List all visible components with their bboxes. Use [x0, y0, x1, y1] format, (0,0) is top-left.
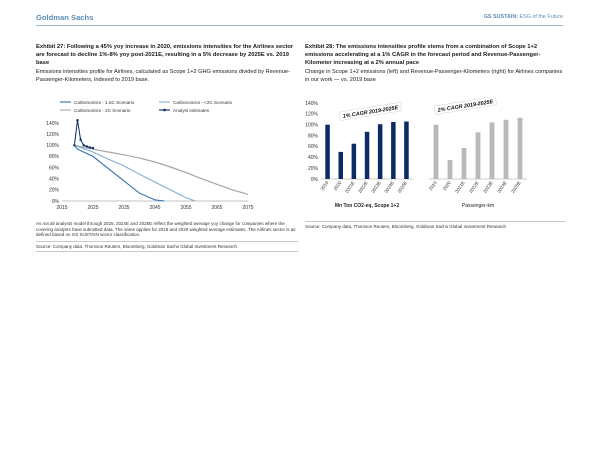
- exhibit-27: [36, 43, 296, 84]
- x-tick-2035: 2035: [118, 205, 130, 211]
- bar-y-tick-0: 0%: [310, 176, 318, 183]
- bar-mn-ton-co2-eq-scope-1-2-2022e: [365, 132, 370, 179]
- report-header: [484, 14, 563, 20]
- series-point-analyst-estimates-2020: [76, 119, 78, 121]
- bar-x-tick-mn-ton-co2-eq-scope-1-2-2022e: 2022E: [357, 180, 369, 194]
- legend-label-analyst-estimates: Analyst estimates: [173, 108, 209, 113]
- exhibit-27-subtitle: Emissions intensities profile for Airlines, calculated as Scope 1+2 GHG emissions divided by Revenue-Passenger-Kilometers, indexed to 2019 base.: [36, 69, 290, 84]
- bar-y-tick-40: 40%: [307, 155, 318, 162]
- bar-x-tick-mn-ton-co2-eq-scope-1-2-2021e: 2021E: [343, 180, 356, 195]
- bar-y-tick-80: 80%: [307, 133, 318, 140]
- bar-mn-ton-co2-eq-scope-1-2-2020: [339, 152, 344, 179]
- x-tick-2065: 2065: [211, 205, 223, 211]
- series-point-analyst-estimates-2022: [83, 144, 85, 146]
- bar-passenger-km-2019: [434, 125, 439, 179]
- x-tick-2045: 2045: [149, 205, 161, 211]
- exhibit-28-subtitle: Change in Scope 1+2 emissions (left) and Revenue-Passenger-Kilometers (right) for Airlines companies in our work — vs. 2019 base: [305, 69, 563, 84]
- series-point-analyst-estimates-2024: [89, 146, 91, 148]
- bar-y-tick-120: 120%: [305, 111, 318, 118]
- series-line-analyst-estimates: [74, 120, 93, 148]
- bar-x-tick-passenger-km-2019: 2019: [427, 180, 438, 192]
- cagr-annotation-mn-ton-co2-eq-scope-1-2: [339, 102, 402, 120]
- legend-label-carbonomics-1-5c-scenario: Carbonomics - 1.5C Scenario: [74, 100, 135, 105]
- bar-y-tick-60: 60%: [307, 144, 318, 151]
- y-tick-0: 0%: [51, 198, 59, 205]
- legend-marker-analyst-estimates: [163, 109, 166, 112]
- cagr-annotation-text: 1% CAGR 2019-2025E: [342, 105, 399, 120]
- series-point-analyst-estimates-2019: [73, 144, 75, 146]
- series-point-analyst-estimates-2025: [92, 147, 94, 149]
- bar-passenger-km-2020: [448, 160, 453, 179]
- left-source-divider: [36, 241, 298, 242]
- series-point-analyst-estimates-2021: [79, 139, 81, 141]
- bar-mn-ton-co2-eq-scope-1-2-2019: [325, 125, 330, 179]
- left-bottom-divider: [36, 251, 298, 252]
- bar-x-tick-mn-ton-co2-eq-scope-1-2-2024e: 2024E: [383, 180, 396, 194]
- y-tick-60: 60%: [48, 165, 59, 172]
- bar-passenger-km-2023e: [490, 123, 495, 180]
- x-tick-2015: 2015: [56, 205, 68, 211]
- bar-y-tick-100: 100%: [305, 122, 318, 129]
- bar-x-tick-passenger-km-2020: 2020: [441, 180, 452, 192]
- bar-passenger-km-2024e: [504, 120, 509, 179]
- exhibit-28: [305, 43, 565, 84]
- emissions-intensity-line-chart: [36, 97, 298, 215]
- panel-label-passenger-km: Passenger-km: [461, 203, 495, 209]
- header-rule: [36, 25, 563, 26]
- y-tick-140: 140%: [46, 120, 59, 127]
- bar-mn-ton-co2-eq-scope-1-2-2024e: [391, 122, 396, 179]
- bar-passenger-km-2025e: [518, 118, 523, 179]
- bar-x-tick-passenger-km-2022e: 2022E: [468, 180, 480, 194]
- series-line-carbonomics-2c-scenario: [74, 145, 248, 194]
- bar-x-tick-passenger-km-2023e: 2023E: [482, 180, 494, 194]
- bar-y-tick-140: 140%: [305, 100, 318, 107]
- bar-x-tick-passenger-km-2025e: 2025E: [510, 180, 522, 194]
- y-tick-80: 80%: [48, 154, 59, 161]
- bar-x-tick-mn-ton-co2-eq-scope-1-2-2020: 2020: [332, 180, 343, 192]
- cagr-annotation-text: 2% CAGR 2019-2025E: [437, 99, 494, 114]
- series-point-analyst-estimates-2023: [86, 145, 88, 147]
- bar-x-tick-mn-ton-co2-eq-scope-1-2-2025e: 2025E: [396, 180, 409, 194]
- legend-label-carbonomics-2c-scenario: Carbonomics - 2C Scenario: [74, 108, 131, 113]
- panel-label-mn-ton-co2-eq-scope-1-2: Mn Ton CO2-eq, Scope 1+2: [334, 203, 400, 209]
- exhibit-27-source: Source: Company data, Thomson Reuters, Bloomberg, Goldman Sachs Global Investment Research: [36, 244, 238, 249]
- cagr-annotation-passenger-km: [434, 97, 497, 114]
- bar-mn-ton-co2-eq-scope-1-2-2021e: [352, 144, 357, 179]
- series-line-carbonomics-2c-scenario: [74, 145, 195, 201]
- bar-x-tick-mn-ton-co2-eq-scope-1-2-2023e: 2023E: [370, 180, 382, 194]
- y-tick-120: 120%: [46, 131, 59, 138]
- y-tick-100: 100%: [46, 143, 59, 150]
- bar-mn-ton-co2-eq-scope-1-2-2023e: [378, 124, 383, 179]
- report-series: GS SUSTAIN:: [483, 14, 519, 20]
- bar-passenger-km-2022e: [476, 132, 481, 179]
- bar-x-tick-mn-ton-co2-eq-scope-1-2-2019: 2019: [319, 180, 330, 192]
- bar-x-tick-passenger-km-2021e: 2021E: [454, 180, 466, 194]
- brand-name: Goldman Sachs: [36, 13, 94, 22]
- bar-y-tick-20: 20%: [307, 165, 318, 172]
- x-tick-2055: 2055: [180, 205, 192, 211]
- bar-mn-ton-co2-eq-scope-1-2-2025e: [404, 122, 409, 180]
- scope-and-rpk-bar-charts: [305, 97, 567, 215]
- exhibit-28-title: Exhibit 28: The emissions intensities profile stems from a combination of Scope 1+2 emissions accelerating at a 1% CAGR in the forecast period and Revenue-Passenger-Kilometer increasing at a 2% annual pace: [305, 44, 541, 67]
- legend-label-carbonomics-2c-scenario: Carbonomics - <2C Scenario: [173, 100, 233, 105]
- exhibit-27-note: As not all analysts model through 2025, 2024E and 2025E reflect the weighted average yoy change for companies where the covering analysts have submitted data. The same applies for 2019 and 2020 weighted average estimates. The Airlines sector is as defined based on GS SUSTAIN sector classification.: [36, 221, 296, 237]
- exhibit-27-title: Exhibit 27: Following a 45% yoy increase in 2020, emissions intensities for the Airlines sector are forecast to decline 1%-8% yoy post-2021E, resulting in a 5% decrease by 2025E vs. 2019 base: [36, 44, 294, 67]
- y-tick-40: 40%: [48, 176, 59, 183]
- bar-x-tick-passenger-km-2024e: 2024E: [496, 180, 508, 194]
- bar-passenger-km-2021e: [462, 148, 467, 179]
- exhibit-28-source: Source: Company data, Thomson Reuters, Bloomberg, Goldman Sachs Global Investment Research: [305, 224, 507, 229]
- x-tick-2075: 2075: [242, 205, 254, 211]
- y-tick-20: 20%: [48, 187, 59, 194]
- x-tick-2025: 2025: [87, 205, 99, 211]
- report-title: ESG of the Future: [519, 14, 563, 20]
- right-source-divider: [305, 221, 565, 222]
